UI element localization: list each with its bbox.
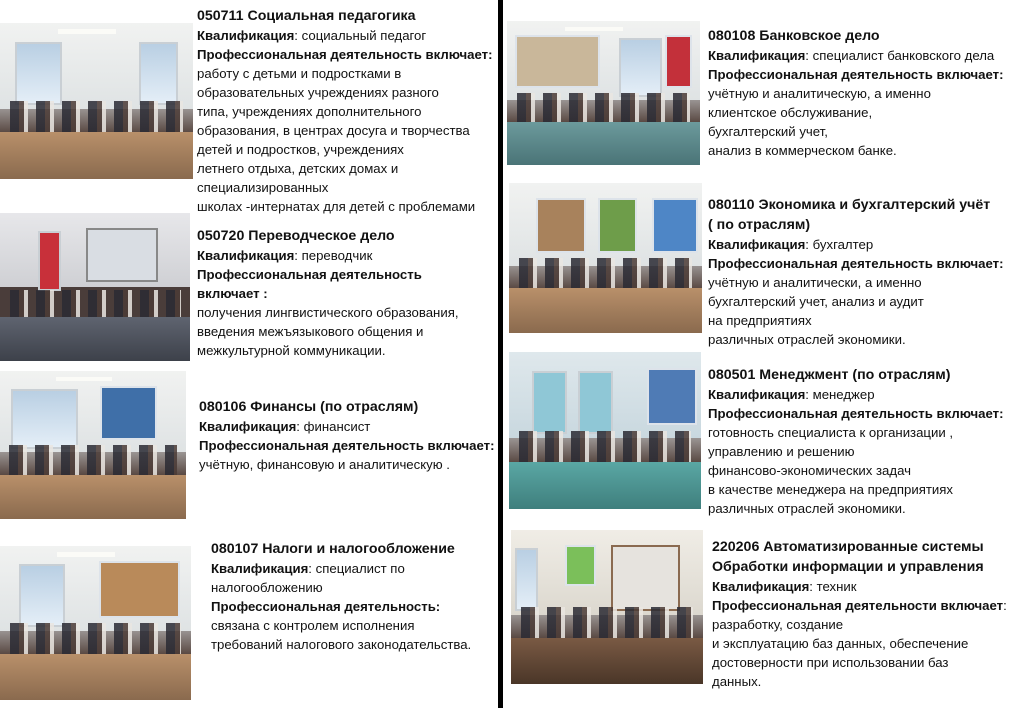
qualification-label: Квалификация (708, 387, 806, 402)
section-automated-systems (712, 537, 1007, 691)
classroom-photo-economics (509, 183, 702, 333)
activity-label: Профессиональная деятельность включает: (708, 67, 1004, 82)
activity-description: учётную и аналитическую, а именно клиентское обслуживание, бухгалтерский учет, анализ в коммерческом банке. (708, 86, 931, 158)
activity-description: учётную, финансовую и аналитическую . (199, 457, 450, 472)
activity-label: Профессиональная деятельность: (211, 599, 441, 614)
qualification-value: : социальный педагог (294, 28, 427, 43)
qualification-value: : техник (809, 579, 857, 594)
activity-label: Профессиональная деятельность включает: (197, 47, 493, 62)
section-taxes (211, 539, 471, 654)
section-finance (199, 397, 494, 474)
qualification-value: : менеджер (805, 387, 875, 402)
qualification-label: Квалификация (708, 48, 806, 63)
qualification-value: : специалист по налогообложению (211, 561, 405, 595)
section-title: 220206 Автоматизированные системы Обработки информации и управления (712, 539, 984, 575)
activity-label: Профессиональная деятельности включает (712, 598, 1004, 613)
section-management (708, 365, 1003, 518)
section-title: 080108 Банковское дело (708, 28, 880, 44)
qualification-label: Квалификация (708, 237, 806, 252)
qualification-value: : бухгалтер (805, 237, 874, 252)
activity-label: Профессиональная деятельность включает: (708, 406, 1004, 421)
section-banking (708, 26, 1003, 160)
qualification-value: : финансист (296, 419, 371, 434)
activity-description: разработку, создание и эксплуатацию баз данных, обеспечение достоверности при использовании баз данных. (712, 617, 969, 689)
section-title: 080501 Менеджмент (по отраслям) (708, 367, 951, 383)
classroom-photo-social-pedagogy (0, 23, 193, 179)
activity-description: готовность специалиста к организации , управлению и решению финансово-экономических задач в качестве менеджера на предприятиях различных отраслей экономики. (708, 425, 954, 516)
section-title: 050720 Переводческое дело (197, 228, 395, 244)
activity-label: Профессиональная деятельность включает: (708, 256, 1004, 271)
qualification-value: : переводчик (294, 248, 373, 263)
qualification-label: Квалификация (211, 561, 309, 576)
activity-label-colon: : (1003, 598, 1007, 613)
qualification-value: : специалист банковского дела (805, 48, 995, 63)
activity-description: связана с контролем исполнения требований налогового законодательства. (211, 618, 472, 652)
classroom-photo-it (511, 530, 703, 684)
qualification-label: Квалификация (197, 28, 295, 43)
section-social-pedagogy (197, 6, 492, 216)
qualification-label: Квалификация (199, 419, 297, 434)
section-title: 050711 Социальная педагогика (197, 8, 416, 24)
classroom-photo-finance (0, 371, 186, 519)
qualification-label: Квалификация (197, 248, 295, 263)
column-divider (498, 0, 503, 708)
activity-description: учётную и аналитически, а именно бухгалтерский учет, анализ и аудит на предприятиях различных отраслей экономики. (708, 275, 924, 347)
activity-label: Профессиональная деятельность включает : (197, 267, 422, 301)
classroom-photo-translation (0, 213, 190, 361)
section-title: 080110 Экономика и бухгалтерский учёт ( по отраслям) (708, 197, 991, 233)
section-title: 080106 Финансы (по отраслям) (199, 399, 419, 415)
classroom-photo-banking (507, 21, 700, 165)
activity-description: работу с детьми и подростками в образовательных учреждениях разного типа, учреждениях дополнительного образования, в центрах досуга и творчества детей и подростков, учреждениях летнего отдыха, детских домах и специализированных школах -интернатах для детей с проблемами (197, 66, 476, 214)
section-title: 080107 Налоги и налогообложение (211, 541, 455, 557)
activity-description: получения лингвистического образования, введения межъязыкового общения и межкультурной коммуникации. (197, 305, 459, 358)
classroom-photo-management (509, 352, 701, 509)
section-economics-accounting (708, 195, 1003, 349)
classroom-photo-taxes (0, 546, 191, 700)
activity-label: Профессиональная деятельность включает: (199, 438, 495, 453)
qualification-label: Квалификация (712, 579, 810, 594)
section-translation (197, 226, 459, 360)
